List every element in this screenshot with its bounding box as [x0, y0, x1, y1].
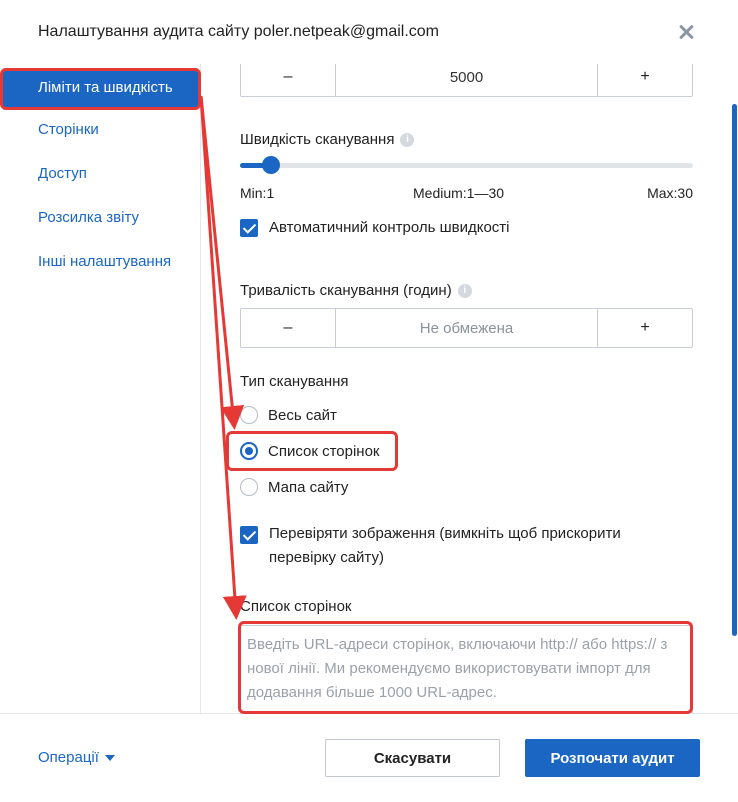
limit-decrement-button[interactable]: –	[283, 68, 293, 85]
page-list-textarea[interactable]: Введіть URL-адреси сторінок, включаючи http:// або https:// з нової лінії. Ми рекомендуємо використовувати імпорт для додавання більше 1000 URL-адрес.	[240, 625, 693, 713]
sidebar-item-access[interactable]: Доступ	[38, 165, 87, 182]
slider-medium-label: Medium:1—30	[413, 185, 505, 201]
scan-speed-heading	[240, 131, 414, 148]
cancel-button[interactable]: Скасувати	[325, 739, 500, 777]
sidebar-item-limits[interactable]	[3, 68, 199, 108]
radio-page-list[interactable]	[240, 442, 258, 460]
operations-label: Операції	[38, 749, 99, 766]
radio-whole-site[interactable]	[240, 406, 258, 424]
start-audit-button[interactable]: Розпочати аудит	[525, 739, 700, 777]
close-icon[interactable]	[676, 22, 696, 42]
check-images-label	[269, 522, 621, 570]
info-icon[interactable]: i	[400, 133, 414, 147]
operations-dropdown[interactable]	[38, 749, 115, 766]
limit-value[interactable]: 5000	[335, 64, 598, 96]
settings-content	[202, 64, 730, 714]
scan-speed-slider[interactable]	[240, 163, 693, 168]
slider-min-label: Min:1	[240, 185, 275, 201]
radio-page-list-label[interactable]: Список сторінок	[268, 443, 380, 460]
dialog-header	[0, 0, 738, 64]
slider-max-label: Max:30	[647, 185, 693, 201]
scan-speed-label: Швидкість сканування	[240, 131, 395, 148]
radio-sitemap[interactable]	[240, 478, 258, 496]
radio-sitemap-label[interactable]: Мапа сайту	[268, 479, 349, 496]
check-images-label-line1: Перевіряти зображення (вимкніть щоб прискорити	[269, 525, 621, 542]
limit-stepper	[240, 64, 693, 97]
scrollbar-thumb[interactable]	[732, 104, 737, 636]
scan-duration-heading	[240, 282, 472, 299]
sidebar-item-other-settings[interactable]: Інші налаштування	[38, 253, 172, 270]
content-scrollbar[interactable]	[731, 64, 738, 714]
check-images-label-line2: перевірку сайту)	[269, 549, 384, 566]
sidebar-item-pages[interactable]: Сторінки	[38, 121, 99, 138]
sidebar-item-report-mailing[interactable]: Розсилка звіту	[38, 209, 139, 226]
duration-decrement-button[interactable]: –	[283, 319, 293, 336]
sidebar-item-label: Ліміти та швидкість	[38, 79, 173, 96]
check-images-checkbox[interactable]	[240, 526, 258, 544]
scan-type-heading: Тип сканування	[240, 373, 349, 390]
info-icon[interactable]: i	[458, 284, 472, 298]
page-list-heading: Список сторінок	[240, 598, 352, 615]
settings-sidebar	[0, 64, 201, 714]
chevron-down-icon	[105, 755, 115, 761]
dialog-footer	[0, 713, 738, 802]
duration-stepper	[240, 308, 693, 348]
auto-speed-checkbox[interactable]	[240, 219, 258, 237]
auto-speed-label: Автоматичний контроль швидкості	[269, 219, 510, 236]
duration-increment-button[interactable]: +	[640, 319, 650, 336]
duration-value[interactable]: Не обмежена	[335, 309, 598, 347]
scan-duration-label: Тривалість сканування (годин)	[240, 282, 452, 299]
dialog-title: Налаштування аудита сайту poler.netpeak@gmail.com	[38, 23, 439, 40]
limit-increment-button[interactable]: +	[640, 68, 650, 85]
radio-whole-site-label[interactable]: Весь сайт	[268, 407, 337, 424]
slider-handle[interactable]	[262, 156, 280, 174]
